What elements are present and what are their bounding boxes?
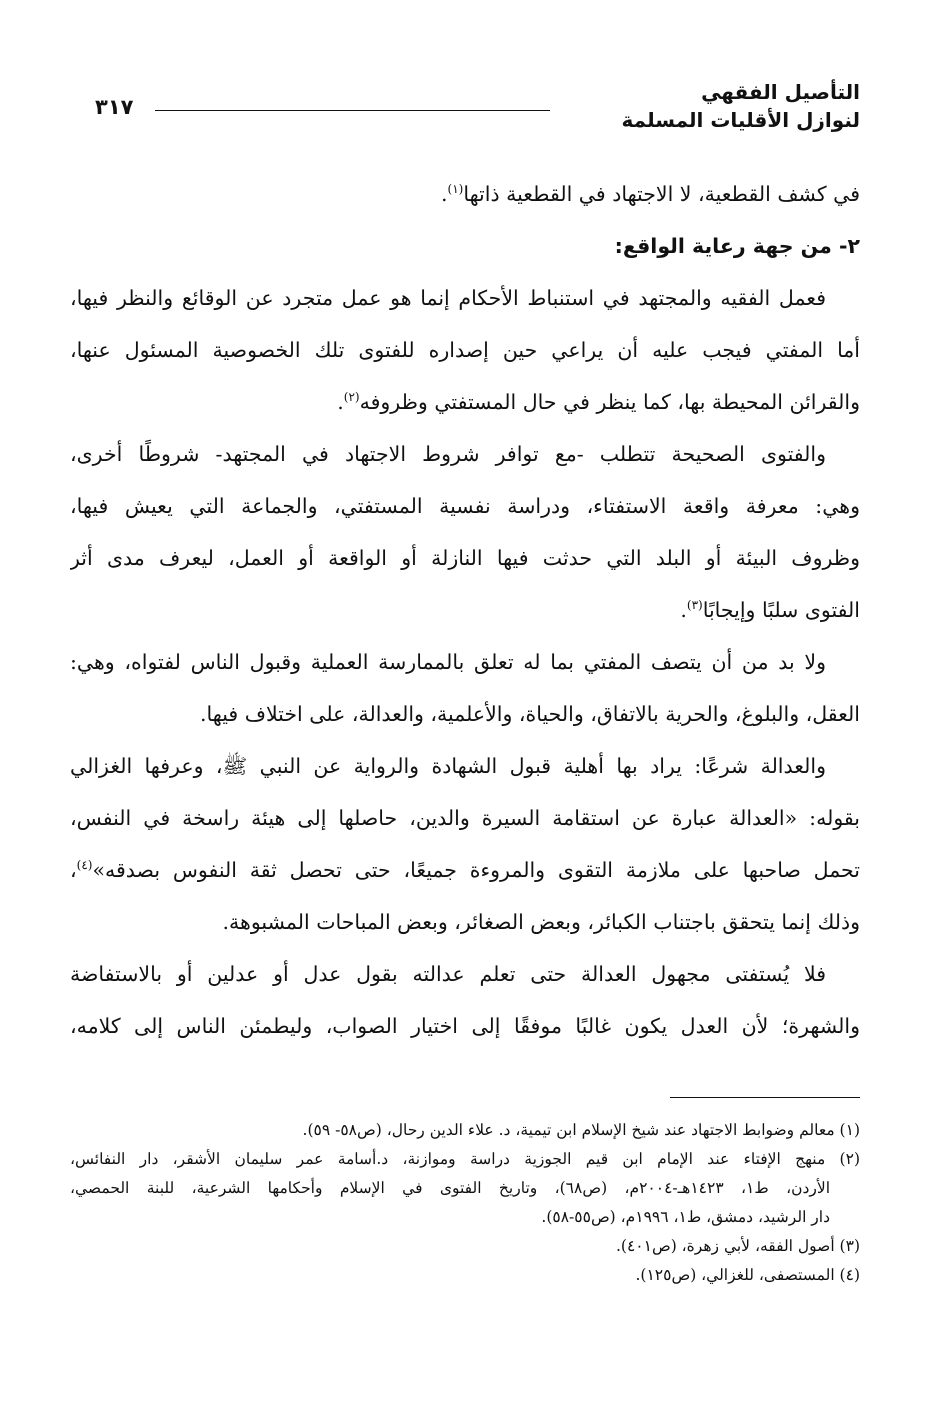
body-line-text: ٢- من جهة رعاية الواقع: [614, 234, 860, 258]
body-line-text: العقل، والبلوغ، والحرية بالاتفاق، والحياة، والأعلمية، والعدالة، على اختلاف فيها. [199, 702, 860, 726]
body-line-text: ولا بد من أن يتصف المفتي بما له تعلق بالممارسة العملية وقبول الناس لفتواه، وهي: [70, 650, 826, 674]
running-header [95, 78, 860, 148]
body-line-text: وهي: معرفة واقعة الاستفتاء، ودراسة نفسية المستفتي، والجماعة التي يعيش فيها، [70, 494, 860, 518]
line-punctuation: ، [70, 858, 77, 882]
footnote-line: (١) معالم وضوابط الاجتهاد عند شيخ الإسلام ابن تيمية، د. علاء الدين رحال، (ص٥٨- ٥٩). [302, 1121, 860, 1139]
header-rule [155, 110, 550, 111]
body-line [70, 688, 860, 740]
footnote-line: دار الرشيد، دمشق، ط١، ١٩٩٦م، (ص٥٥-٥٨). [541, 1208, 830, 1226]
footnote-line: (٣) أصول الفقه، لأبي زهرة، (ص٤٠١). [616, 1237, 860, 1255]
body-line-text: أما المفتي فيجب عليه أن يراعي حين إصداره للفتوى تلك الخصوصية المسئول عنها، [70, 338, 860, 362]
body-line-text: والفتوى الصحيحة تتطلب -مع توافر شروط الاجتهاد في المجتهد- شروطًا أخرى، [70, 442, 826, 466]
body-line [70, 1000, 860, 1052]
body-line-text: تحمل صاحبها على ملازمة التقوى والمروءة جميعًا، حتى تحصل ثقة النفوس بصدقه» [92, 858, 860, 882]
book-title-line-2: لنوازل الأقليات المسلمة [621, 108, 860, 132]
footnotes [70, 1116, 860, 1290]
body-line [70, 428, 860, 480]
footnote-line: (٢) منهج الإفتاء عند الإمام ابن قيم الجوزية دراسة وموازنة، د.أسامة عمر سليمان الأشقر، دار النفائس، [70, 1150, 860, 1168]
body-text [70, 168, 860, 1052]
body-line [70, 844, 860, 896]
line-punctuation: . [680, 598, 687, 622]
line-punctuation: . [440, 182, 448, 206]
body-line [70, 168, 860, 220]
body-line [70, 740, 860, 792]
footnote-separator [670, 1097, 860, 1098]
body-line-text: والعدالة شرعًا: يراد بها أهلية قبول الشهادة والرواية عن النبي ﷺ، وعرفها الغزالي [70, 754, 826, 778]
footnote-reference[interactable]: (١) [447, 182, 464, 197]
body-line-text: وذلك إنما يتحقق باجتناب الكبائر، وبعض الصغائر، وبعض المباحات المشبوهة. [222, 910, 860, 934]
body-line [70, 324, 860, 376]
footnote-reference[interactable]: (٤) [76, 858, 93, 873]
body-line [70, 480, 860, 532]
footnote-line: (٤) المستصفى، للغزالي، (ص١٢٥). [635, 1266, 860, 1284]
body-line [70, 532, 860, 584]
body-line-text: والشهرة؛ لأن العدل يكون غالبًا موفقًا إلى اختيار الصواب، وليطمئن الناس إلى كلامه، [70, 1014, 860, 1038]
body-line-text: في كشف القطعية، لا الاجتهاد في القطعية ذاتها [463, 182, 860, 206]
body-line-text: وظروف البيئة أو البلد التي حدثت فيها النازلة أو الواقعة أو العمل، ليعرف مدى أثر [70, 546, 860, 570]
body-line [70, 948, 860, 1000]
body-line [70, 272, 860, 324]
section-heading [70, 220, 860, 272]
line-punctuation: . [337, 390, 344, 414]
body-line-text: بقوله: «العدالة عبارة عن استقامة السيرة والدين، حاصلها إلى هيئة راسخة في النفس، [70, 806, 860, 830]
body-line [70, 376, 860, 428]
body-line [70, 584, 860, 636]
footnote-reference[interactable]: (٣) [686, 598, 703, 613]
body-line-text: فعمل الفقيه والمجتهد في استنباط الأحكام إنما هو عمل متجرد عن الوقائع والنظر فيها، [70, 286, 826, 310]
book-title-line-1: التأصيل الفقهي [701, 80, 860, 104]
body-line [70, 896, 860, 948]
footnote-reference[interactable]: (٢) [343, 390, 360, 405]
body-line [70, 636, 860, 688]
body-line-text: فلا يُستفتى مجهول العدالة حتى تعلم عدالته بقول عدل أو عدلين أو بالاستفاضة [70, 962, 826, 986]
page-number: ٣١٧ [95, 95, 134, 119]
body-line-text: الفتوى سلبًا وإيجابًا [702, 598, 860, 622]
body-line-text: والقرائن المحيطة بها، كما ينظر في حال المستفتي وظروفه [359, 390, 860, 414]
footnote-line: الأردن، ط١، ١٤٢٣هـ-٢٠٠٤م، (ص٦٨)، وتاريخ الفتوى في الإسلام وأحكامها الشرعية، للبنة الحمصي، [70, 1179, 830, 1197]
body-line [70, 792, 860, 844]
book-title [622, 78, 860, 134]
